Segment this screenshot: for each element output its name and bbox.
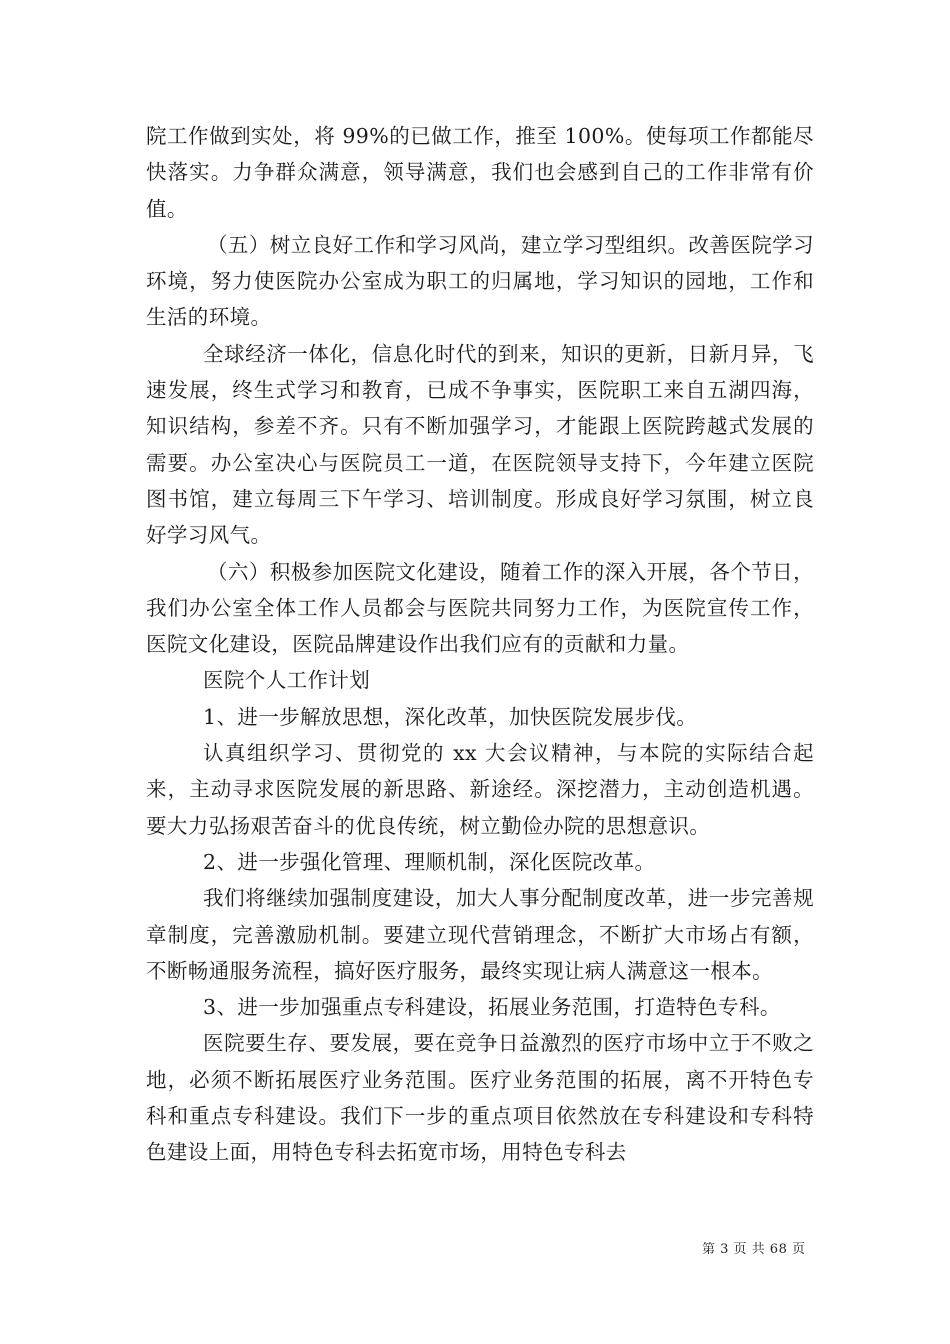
paragraph-item-three: 医院要生存、要发展，要在竞争日益激烈的医疗市场中立于不败之地，必须不断拓展医疗业务范围。医疗业务范围的拓展，离不开特色专科和重点专科建设。我们下一步的重点项目依然放在专科建设和专科特色建设上面，用特色专科去拓宽市场，用特色专科去: [146, 1031, 814, 1165]
paragraph-continuation: 院工作做到实处，将 99%的已做工作，推至 100%。使每项工作都能尽快落实。力争群众满意，领导满意，我们也会感到自己的工作非常有价值。: [146, 124, 814, 221]
body-text: [146, 118, 814, 1171]
item-two-heading: 2、进一步强化管理、理顺机制，深化医院改革。: [203, 849, 656, 874]
item-three-heading: 3、进一步加强重点专科建设，拓展业务范围，打造特色专科。: [203, 995, 781, 1020]
paragraph-section-six: （六）积极参加医院文化建设，随着工作的深入开展，各个节日，我们办公室全体工作人员都会与医院共同努力工作，为医院宣传工作，医院文化建设，医院品牌建设作出我们应有的贡献和力量。: [146, 559, 814, 657]
paragraph-item-two: 我们将继续加强制度建设，加大人事分配制度改革，进一步完善规章制度，完善激励机制。要建立现代营销理念，不断扩大市场占有额，不断畅通服务流程，搞好医疗服务，最终实现让病人满意这一根本。: [146, 886, 814, 983]
paragraph-learning: 全球经济一体化，信息化时代的到来，知识的更新，日新月异，飞速发展，终生式学习和教育，已成不争事实，医院职工来自五湖四海，知识结构，参差不齐。只有不断加强学习，才能跟上医院跨越式发展的需要。办公室决心与医院员工一道，在医院领导支持下，今年建立医院图书馆，建立每周三下午学习、培训制度。形成良好学习氛围，树立良好学习风气。: [146, 341, 814, 548]
paragraph-item-one: 认真组织学习、贯彻党的 xx 大会议精神，与本院的实际结合起来，主动寻求医院发展的新思路、新途经。深挖潜力，主动创造机遇。要大力弘扬艰苦奋斗的优良传统，树立勤俭办院的思想意识。: [146, 741, 814, 838]
page-number: 第 3 页 共 68 页: [702, 1242, 806, 1257]
item-one-heading: 1、进一步解放思想，深化改革，加快医院发展步伐。: [203, 704, 698, 729]
section-heading: 医院个人工作计划: [203, 668, 371, 693]
paragraph-section-five: （五）树立良好工作和学习风尚，建立学习型组织。改善医院学习环境，努力使医院办公室成为职工的归属地，学习知识的园地，工作和生活的环境。: [146, 232, 814, 330]
